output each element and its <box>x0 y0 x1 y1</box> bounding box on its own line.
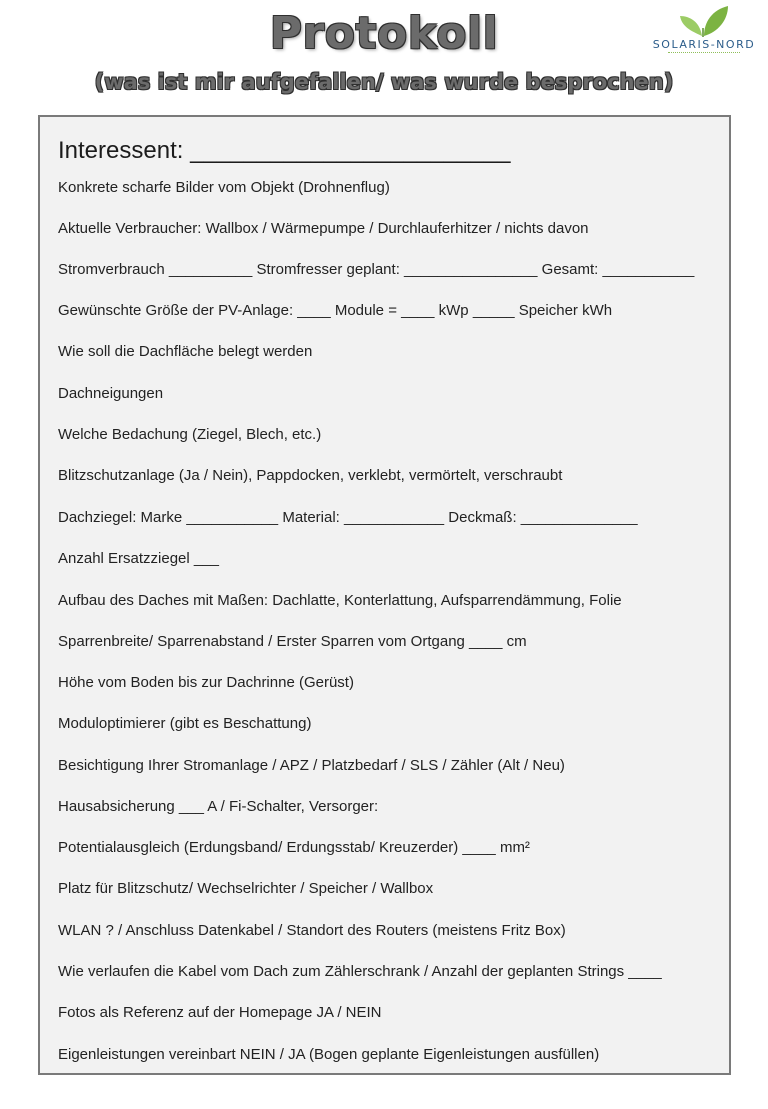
form-line: Aufbau des Daches mit Maßen: Dachlatte, Konterlattung, Aufsparrendämmung, Folie <box>58 592 622 609</box>
form-line: Eigenleistungen vereinbart NEIN / JA (Bogen geplante Eigenleistungen ausfüllen) <box>58 1046 600 1063</box>
form-line: Platz für Blitzschutz/ Wechselrichter / Speicher / Wallbox <box>58 880 434 897</box>
form-line: Blitzschutzanlage (Ja / Nein), Pappdocken, verklebt, vermörtelt, verschraubt <box>58 467 563 484</box>
form-line: Gewünschte Größe der PV-Anlage: ____ Module = ____ kWp _____ Speicher kWh <box>58 302 613 319</box>
form-line: WLAN ? / Anschluss Datenkabel / Standort des Routers (meistens Fritz Box) <box>58 922 566 939</box>
form-line: Dachneigungen <box>58 385 164 402</box>
page-subtitle: (was ist mir aufgefallen/ was wurde besprochen) <box>94 70 674 94</box>
form-line: Welche Bedachung (Ziegel, Blech, etc.) <box>58 426 322 443</box>
form-line: Moduloptimierer (gibt es Beschattung) <box>58 715 312 732</box>
form-line: Sparrenbreite/ Sparrenabstand / Erster Sparren vom Ortgang ____ cm <box>58 633 527 650</box>
form-line: Potentialausgleich (Erdungsband/ Erdungsstab/ Kreuzerder) ____ mm² <box>58 839 530 856</box>
protocol-form <box>38 115 731 1075</box>
page-title: Protokoll <box>269 8 499 59</box>
form-line: Dachziegel: Marke ___________ Material: ____________ Deckmaß: ______________ <box>58 509 638 526</box>
logo-text: SOLARIS-NORD <box>652 38 756 51</box>
logo-underline <box>668 52 740 56</box>
company-logo <box>648 4 760 56</box>
form-line: Höhe vom Boden bis zur Dachrinne (Gerüst) <box>58 674 354 691</box>
form-line: Konkrete scharfe Bilder vom Objekt (Drohnenflug) <box>58 179 390 196</box>
interessent-field[interactable]: Interessent: ________________________ <box>58 137 511 164</box>
form-line: Aktuelle Verbraucher: Wallbox / Wärmepumpe / Durchlauferhitzer / nichts davon <box>58 220 589 237</box>
form-line: Wie verlaufen die Kabel vom Dach zum Zählerschrank / Anzahl der geplanten Strings ____ <box>58 963 662 980</box>
form-line: Wie soll die Dachfläche belegt werden <box>58 343 313 360</box>
leaf-icon <box>676 4 732 38</box>
form-line: Anzahl Ersatzziegel ___ <box>58 550 219 567</box>
form-line: Besichtigung Ihrer Stromanlage / APZ / Platzbedarf / SLS / Zähler (Alt / Neu) <box>58 757 565 774</box>
form-line: Fotos als Referenz auf der Homepage JA / NEIN <box>58 1004 382 1021</box>
form-line: Stromverbrauch __________ Stromfresser geplant: ________________ Gesamt: ___________ <box>58 261 695 278</box>
form-line: Hausabsicherung ___ A / Fi-Schalter, Versorger: <box>58 798 379 815</box>
